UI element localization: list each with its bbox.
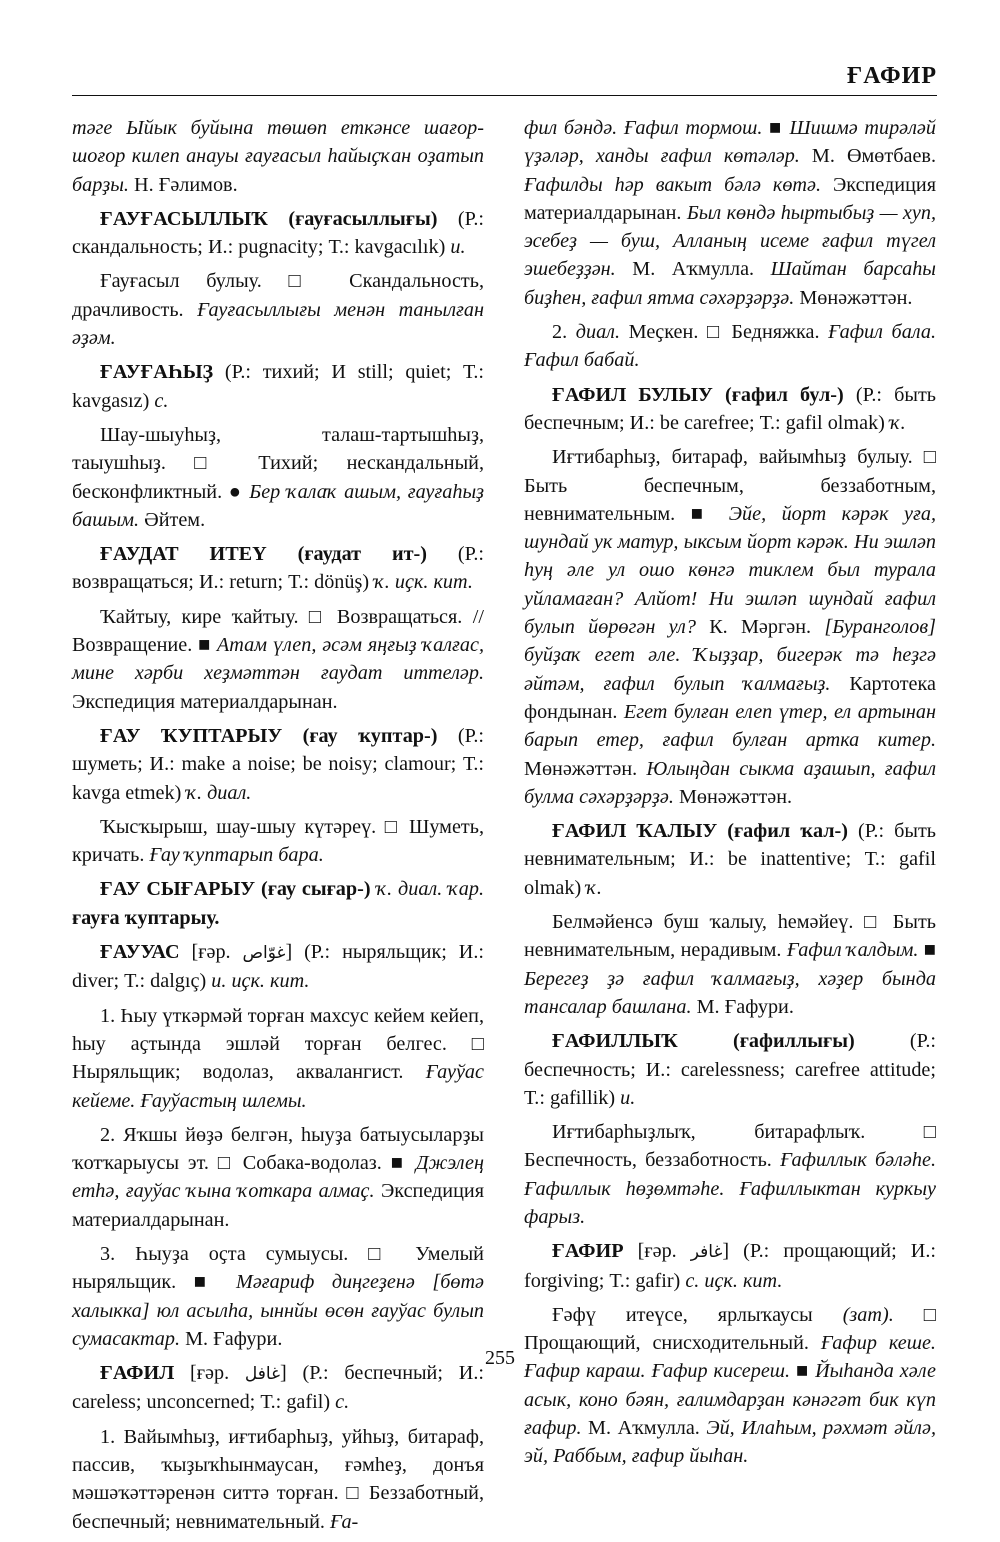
italic-text: Атам үлеп, әсәм яңғыҙ ҡалғас, мине хәрби хеҙмәттән ғаудат иттеләр. (72, 634, 484, 685)
dictionary-paragraph (524, 1301, 936, 1471)
italic-text: с. (154, 389, 169, 412)
italic-text: Ғафиллык бәләһе. Ғафиллык һөҙөмтәһе. Ғафиллыктан куркыу фарыз. (524, 1149, 936, 1228)
text-run: ■ (918, 939, 936, 962)
dictionary-paragraph (72, 421, 484, 534)
dictionary-paragraph (524, 318, 936, 375)
headword: ҒАУҒАҺЫҘ (100, 361, 214, 384)
italic-text: Ғауғасыллығы менән танылған әҙәм. (72, 298, 484, 350)
headword: ҒАУ ҠУПТАРЫУ (ғау ҡуптар-) (100, 724, 438, 747)
text-run: М. Ғафури. (180, 1327, 283, 1350)
italic-text: Ғафил ҡалдым. (786, 939, 919, 962)
text-run: М. Өмөтбаев. (799, 145, 936, 168)
dictionary-paragraph (524, 1118, 936, 1231)
left-column (72, 114, 484, 1542)
italic-text: Шишмә тирәләй үҙәләр, ханды ғафил көтәләр. (524, 117, 936, 168)
dictionary-paragraph (72, 205, 484, 262)
italic-text: тәге Ыйык буйына төшөп еткәнсе шағор-шоғор килеп анауы ғауғасыл һайыҫҡан оҙатып барҙы. (72, 117, 484, 196)
text-run: 3. Һыуҙа оҫта сумыусы. □ Умелый ныряльщик. ■ (72, 1242, 484, 1294)
headword: ҒАФИЛЛЫҠ (ғафиллығы) (552, 1030, 855, 1053)
dictionary-paragraph (72, 114, 484, 199)
arabic-etymon: غافر (690, 1242, 723, 1263)
text-run: ] (Р.: прощающий; И.: forgiving; Т.: gafir) (524, 1240, 936, 1292)
dictionary-paragraph (524, 114, 936, 312)
italic-text: Ға- (329, 1510, 359, 1533)
text-run: [ғәр. (179, 941, 243, 964)
headword: ҒАФИР (552, 1240, 624, 1263)
italic-text: Эйе, йорт кәрәк уға, шундай ук матур, ыксым йорт кәрәк. Ни эшләп һуң әле ул ошо көнгә тиклем был турала уйламаған? Алйот! Ни эшләп шундай ғафил булып йөрөгән ул? (524, 502, 937, 639)
text-run: □ Прощающий, снисходительный. (524, 1303, 936, 1355)
headword: ҒАУДАТ ИТЕҮ (ғаудат ит-) (100, 543, 427, 566)
headword: ҒАФИЛ (100, 1362, 175, 1385)
italic-text: и. (450, 236, 466, 259)
headword: ҒАФИЛ ҠАЛЫУ (ғафил ҡал-) (552, 820, 848, 843)
text-run: (Р.: беспечность; И.: carelessness; carefree attitude; Т.: gafillik) (524, 1030, 936, 1109)
italic-text: ҡ. иҫк. кит. (374, 571, 473, 594)
dictionary-paragraph (72, 540, 484, 597)
text-run: ■ (762, 117, 790, 139)
italic-text: Мәғариф диңгеҙенә [бөтә халыкка] юл асылһа, ыннйы өсөн ғауўас булып сумасактар. (72, 1271, 484, 1350)
italic-text: Ғауўас кейеме. Ғауўастың шлемы. (72, 1061, 484, 1112)
italic-text: [Буранголов] буйҙаҡ егет әле. Ҡыҙҙар, бигерәк тә һеҙгә әйтәм, ғафил булып ҡалмағыҙ. (524, 616, 936, 695)
text-run: Мөнәжәттән. (794, 286, 913, 309)
text-run: Мөнәжәттән. (673, 785, 793, 808)
text-run: [ғәр. (623, 1240, 691, 1263)
dictionary-paragraph (72, 1121, 484, 1234)
dictionary-paragraph (72, 875, 484, 932)
text-run: Ҡайтыу, кире ҡайтыу. □ Возвращаться. // Возвращение. ■ (72, 605, 484, 657)
running-head: ҒАФИР (846, 63, 937, 89)
text-run: Экспедиция материалдарынан. (72, 690, 338, 713)
italic-text: ҡ. диал. (186, 781, 252, 804)
headword: ҒАУУАС (100, 941, 180, 964)
italic-text: Берегеҙ ҙә ғафил ҡалмағыҙ, хәҙер бында тансалар башлана. (524, 967, 936, 1018)
dictionary-paragraph (72, 813, 484, 870)
text-run: (Р.: шуметь; И.: make a noise; be noisy; clamour; Т.: kavga etmek) (72, 724, 484, 804)
dictionary-paragraph (524, 1237, 936, 1295)
italic-text: Ғафилды һәр вакыт бәлә көтә. (524, 173, 821, 196)
text-run: (Р.: быть невнимательным; И.: be inattentive; Т.: gafil olmak) (524, 820, 936, 899)
text-run: Н. Ғәлимов. (128, 173, 238, 196)
text-run: Әйтем. (139, 508, 206, 531)
text-run: Ғәфү итеүсе, ярлыҡаусы (552, 1303, 843, 1326)
text-run: 1. Һыу үткәрмәй торған махсус кейем кейеп, һыу аҫтында эшләй торған белгес. □ Ныряльщик; водолаз, аквалангист. (72, 1004, 484, 1084)
italic-text: Юлыңдан сыкма аҙашып, ғафил булма сәхәрҙәрҙә. (524, 757, 936, 808)
headword: ҒАУҒАСЫЛЛЫҠ (ғауғасыллығы) (100, 207, 438, 230)
italic-text: Бер ҡалаҡ ашым, ғауғаһыҙ башым. (72, 480, 484, 531)
italic-text: (зат). (842, 1303, 894, 1326)
dictionary-paragraph (72, 1240, 484, 1353)
headword: ҒАФИЛ БУЛЫУ (ғафил бул-) (552, 383, 844, 406)
header-rule (72, 95, 937, 96)
text-run: Белмәйенсә буш ҡалыу, һемәйеү. □ Быть невнимательным, нерадивым. (524, 911, 936, 962)
italic-text: Эй, Илаһым, рәхмәт әйлә, эй, Раббым, ғафир йыһан. (524, 1417, 936, 1468)
italic-text: Ғау ҡуптарып бара. (149, 844, 324, 867)
text-run: ■ (790, 1360, 816, 1383)
text-run: (Р.: скандальность; И.: pugnacity; Т.: kavgacılık) (72, 207, 484, 259)
text-run: 1. Вайымһыҙ, иғтибарһыҙ, уйһыҙ, битараф, пассив, ҡыҙыҡһынмаусан, ғәмһеҙ, донъя мәшәҡәттәренән ситтә торған. □ Беззаботный, беспечный; невнимательный. (72, 1425, 484, 1533)
dictionary-paragraph (72, 267, 484, 352)
italic-text: диал. (575, 321, 621, 344)
dictionary-paragraph (524, 443, 936, 811)
text-run: Картотека фондынан. (524, 672, 936, 723)
italic-text: с. иҫк. кит. (685, 1269, 783, 1292)
right-column (524, 114, 936, 1477)
italic-text: и. иҫк. кит. (211, 970, 310, 993)
page-number: 255 (485, 1347, 515, 1369)
text-run: М. Аҡмулла. (615, 258, 771, 281)
text-run: Экспедиция материалдарынан. (524, 173, 936, 224)
dictionary-paragraph (524, 381, 936, 438)
arabic-etymon: غافل (244, 1364, 280, 1385)
text-run: (Р.: возвращаться; И.: return; Т.: dönüş) (72, 543, 484, 594)
text-run: К. Мәргән. (695, 616, 825, 639)
dictionary-paragraph (524, 908, 936, 1021)
text-run: (Р.: быть беспечным; И.: be carefree; Т.: gafil olmak) (524, 383, 936, 434)
italic-text: ҡ. (586, 876, 602, 899)
italic-text: с. (335, 1391, 350, 1414)
dictionary-paragraph (72, 722, 484, 807)
text-run: 2. (552, 321, 576, 344)
dictionary-paragraph (72, 1423, 484, 1536)
dictionary-paragraph (72, 938, 484, 996)
text-run: Иғтибарһыҙлыҡ, битарафлыҡ. □ Беспечность, беззаботность. (524, 1121, 936, 1172)
text-run: ] (Р.: беспечный; И.: careless; unconcerned; Т.: gafil) (72, 1362, 484, 1414)
text-run: Ғауғасыл булыу. □ Скандальность, драчливость. (72, 270, 484, 321)
dictionary-paragraph (72, 358, 484, 415)
text-run: Мөнәжәттән. (524, 757, 647, 780)
italic-text: Ғафир кеше. Ғафир караш. Ғафир кисереш. (524, 1332, 936, 1383)
italic-text: Шайтан барсаһы биҙһен, ғафил ятма сәхәрҙәрҙә. (524, 258, 936, 309)
text-run: Шау-шыуһыҙ, талаш-тартышһыҙ, таыушһыҙ. □ Тихий; нескандальный, бесконфликтный. ● (72, 423, 484, 503)
italic-text: Йыһанда хәле асык, коно бәян, ғалимдарҙан кәнәгәт бик күп ғафир. (524, 1360, 936, 1440)
text-run: Меҫкен. □ Бедняжка. (620, 321, 829, 344)
italic-text: фил бәндә. Ғафил тормош. (524, 117, 763, 139)
text-run: Иғтибарһыҙ, битараф, вайымһыҙ булыу. □ Быть беспечным, беззаботным, невнимательным. ■ (524, 446, 936, 525)
arabic-etymon: غوّاص (242, 943, 286, 964)
italic-text: Был көндә һыртыбыҙ — хуп, эсебеҙ — буш, Алланың исеме ғафил түгел эшебеҙҙән. (524, 201, 936, 281)
text-run: [ғәр. (174, 1362, 245, 1385)
dictionary-paragraph (524, 1027, 936, 1112)
dictionary-paragraph (72, 603, 484, 716)
dictionary-paragraph (72, 1002, 484, 1115)
text-run: М. Аҡмулла. (581, 1417, 707, 1440)
text-run: (Р.: тихий; И still; quiet; Т.: kavgasız) (72, 361, 484, 412)
italic-text: ҡ. диал. ҡар. (376, 878, 485, 901)
text-run: Ҡысҡырыш, шау-шыу күтәреү. □ Шуметь, кричать. (72, 815, 484, 867)
italic-text: и. (620, 1086, 636, 1109)
italic-text: Ғафил бала. Ғафил бабай. (524, 321, 936, 372)
text-run: 2. Яҡшы йөҙә белгән, һыуҙа батыусыларҙы ҡотҡарыусы эт. □ Собака-водолаз. ■ (72, 1123, 484, 1175)
text-run: Экспедиция материалдарынан. (72, 1180, 484, 1231)
headword: ғауға ҡуптарыу. (72, 906, 220, 929)
text-run: М. Ғафури. (691, 995, 794, 1018)
italic-text: ҡ. (889, 411, 906, 434)
dictionary-paragraph (524, 817, 936, 902)
italic-text: Егет булған елеп үтер, ел артынан барып етер, ғафил булған артка китер. (524, 700, 936, 752)
text-run: ] (Р.: ныряльщик; И.: diver; Т.: dalgıç) (72, 941, 484, 993)
headword: ҒАУ СЫҒАРЫУ (ғау сығар-) (100, 878, 371, 901)
italic-text: Джэлең етһә, ғауўас ҡына ҡоткара алмаҫ. (72, 1152, 484, 1203)
